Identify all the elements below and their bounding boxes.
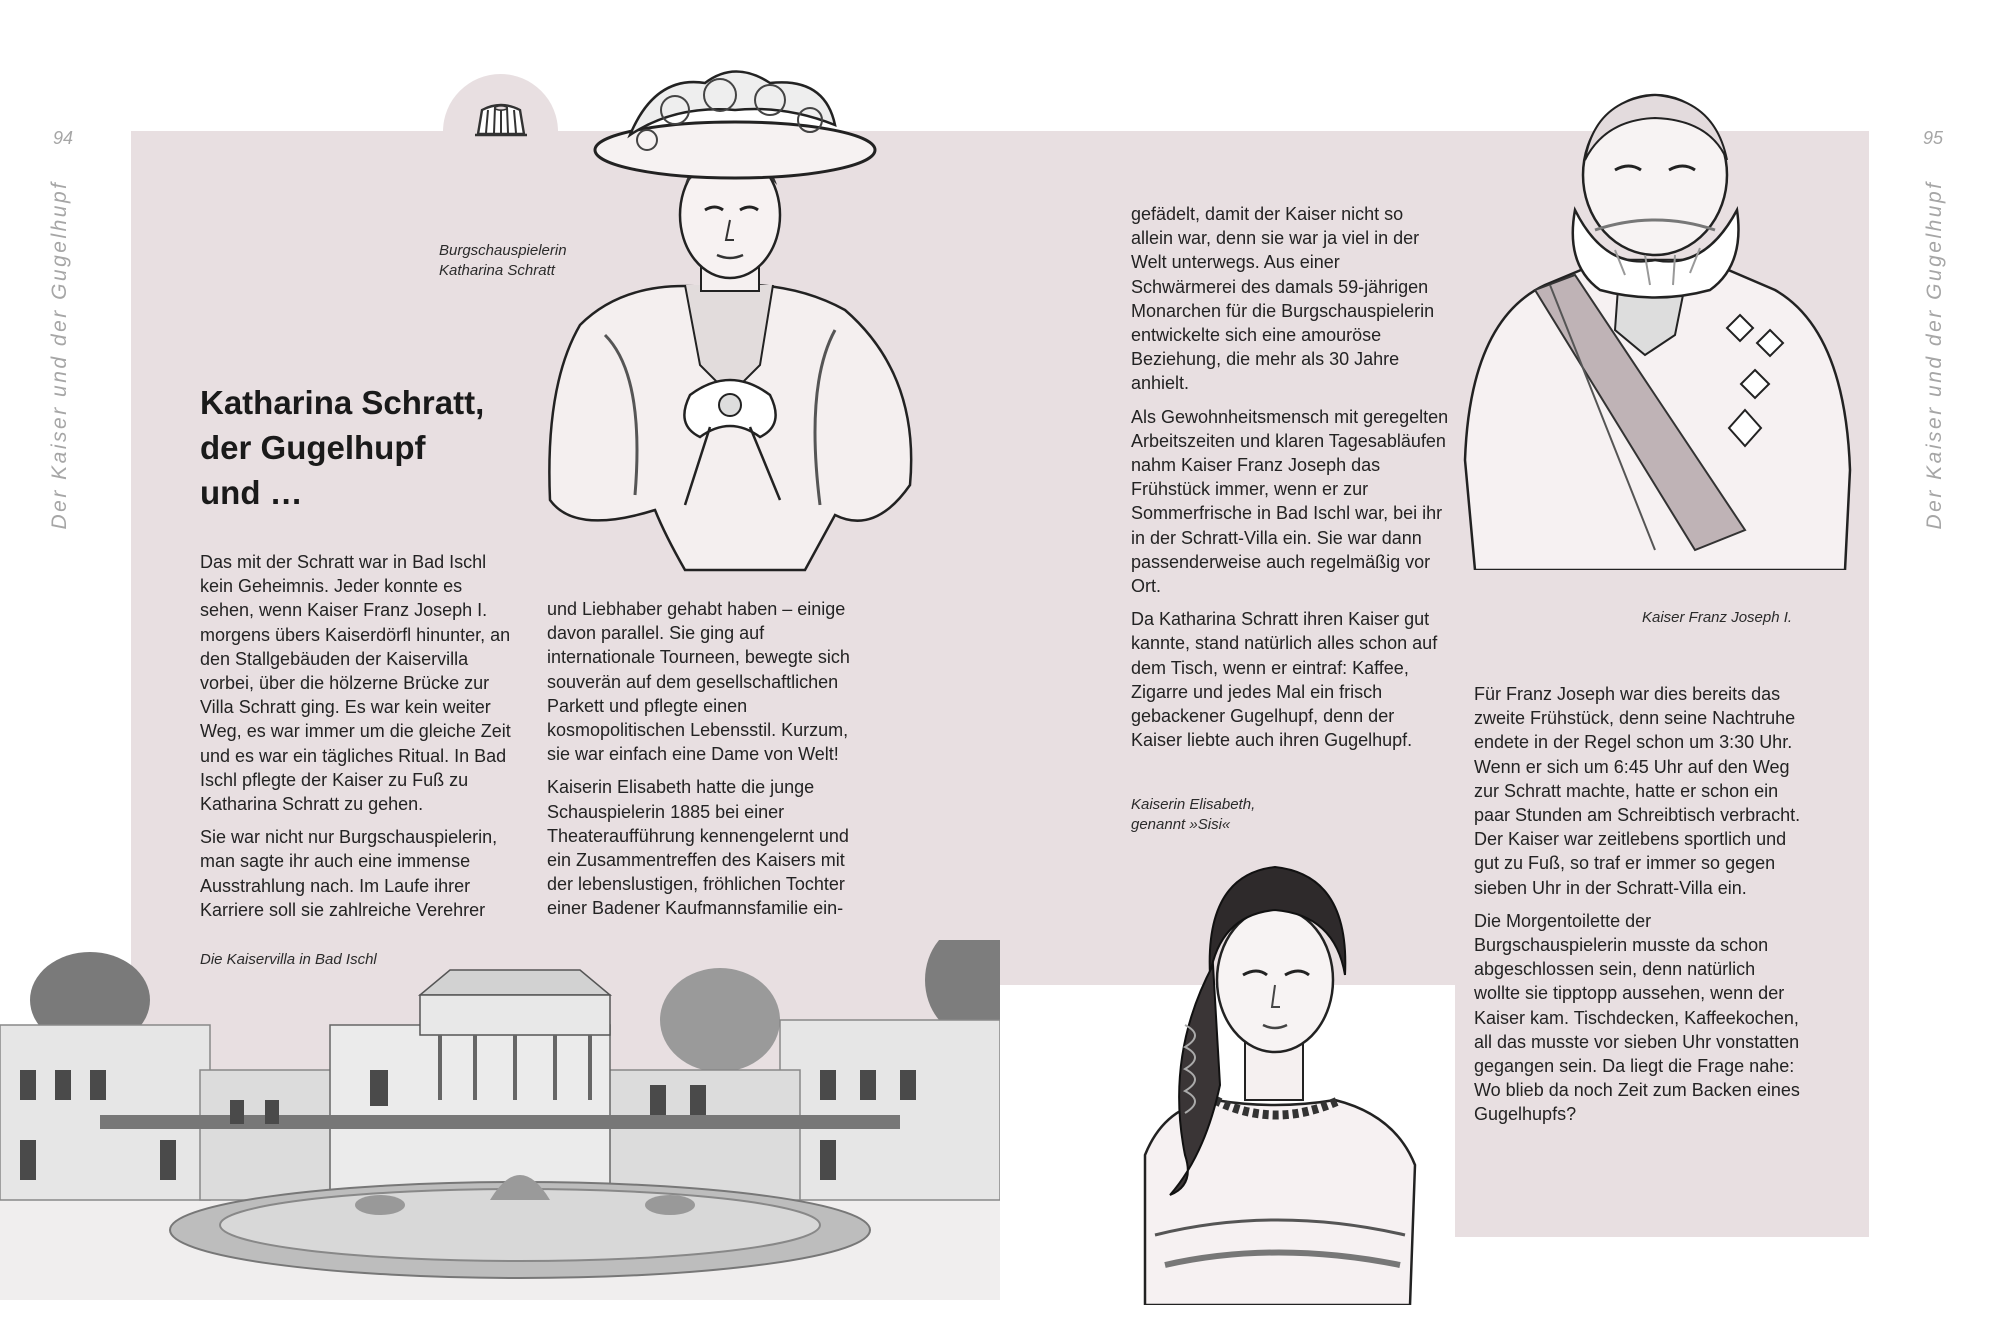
heading-line-1: Katharina Schratt, [200,384,485,421]
paragraph: Die Morgentoilette der Burgschauspielerin musste da schon abgeschlossen sein, denn natürlich wollte sie tipptopp aussehen, wenn der Kaiser kam. Tischdecken, Kaffeekochen, all das musste vor sieben Uhr vonstatten gegangen sein. Da liegt die Frage nahe: Wo blieb da noch Zeit zum Backen eines Gugelhupfs? [1474,910,1800,1125]
caption-villa: Die Kaiservilla in Bad Ischl [200,951,377,968]
running-title-left: Der Kaiser und der Gugelhupf [48,180,71,530]
caption-schratt-line-1: Burgschauspielerin [439,242,567,259]
text-column-4 [1474,682,1804,1136]
kaiservilla-photo [0,940,1000,1300]
heading-line-2: der Gugelhupf [200,429,426,466]
paragraph: Als Gewohnheitsmensch mit geregelten Arbeitszeiten und klaren Tagesabläufen nahm Kaiser Franz Joseph das Frühstück immer, wenn er zur Sommerfrische in Bad Ischl war, bei ihr in der Schratt-Villa ein. Sie war dann passenderweise auch regelmäßig vor Ort. [1131,406,1449,597]
caption-sisi [1131,795,1255,835]
article-heading [200,380,530,515]
text-column-3 [1131,202,1449,761]
kaiserin-elisabeth-portrait [1125,855,1425,1305]
caption-sisi-line-2: genannt »Sisi« [1131,816,1231,833]
katharina-schratt-portrait [535,65,925,575]
paragraph: Sie war nicht nur Burgschauspielerin, man sagte ihr auch eine immense Ausstrahlung nach. Im Laufe ihrer Karriere soll sie zahlreiche Verehrer [200,827,498,920]
paragraph: Kaiserin Elisabeth hatte die junge Schauspielerin 1885 bei einer Theateraufführung kennengelernt und ein Zusammentreffen des Kaisers mit der lebenslustigen, fröhlichen Tochter einer Badener Kaufmannsfamilie ein- [547,777,849,919]
kaiser-franz-joseph-portrait [1455,90,1855,570]
running-title-right: Der Kaiser und der Gugelhupf [1923,180,1946,530]
gugelhupf-cake-icon [472,98,530,140]
paragraph: Für Franz Joseph war dies bereits das zweite Frühstück, denn seine Nachtruhe endete in der Regel schon um 3:30 Uhr. Wenn er sich um 6:45 Uhr auf den Weg zur Schratt machte, hatte er schon ein paar Stunden am Schreibtisch verbracht. Der Kaiser war zeitlebens sportlich und gut zu Fuß, so traf er immer so gegen sieben Uhr in der Schratt-Villa ein. [1474,684,1801,898]
paragraph: Da Katharina Schratt ihren Kaiser gut kannte, stand natürlich alles schon auf dem Tisch, wenn er eintraf: Kaffee, Zigarre und jedes Mal ein frisch gebackener Gugelhupf, denn der Kaiser liebte auch ihren Gugelhupf. [1131,609,1438,751]
caption-schratt-line-2: Katharina Schratt [439,262,555,279]
text-column-2 [547,597,872,930]
page-number-left: 94 [53,128,74,148]
paragraph: gefädelt, damit der Kaiser nicht so allein war, denn sie war ja viel in der Welt unterwegs. Aus einer Schwärmerei des damals 59-jährigen Monarchen für die Burgschauspielerin entwickelte sich eine amouröse Beziehung, die mehr als 30 Jahre anhielt. [1131,204,1435,394]
caption-schratt [439,241,567,281]
caption-kaiser: Kaiser Franz Joseph I. [1642,609,1793,626]
page-number-right: 95 [1923,128,1944,148]
paragraph: Das mit der Schratt war in Bad Ischl kein Geheimnis. Jeder konnte es sehen, wenn Kaiser Franz Joseph I. morgens übers Kaiserdörfl hinunter, an den Stallgebäuden der Kaiservilla vorbei, über die hölzerne Brücke zur Villa Schratt ging. Es war kein weiter Weg, es war immer um die gleiche Zeit und es war ein tägliches Ritual. In Bad Ischl pflegte der Kaiser zu Fuß zu Katharina Schratt zu gehen. [200,552,511,815]
text-column-1 [200,550,512,931]
heading-line-3: und … [200,474,303,511]
caption-sisi-line-1: Kaiserin Elisabeth, [1131,796,1256,813]
paragraph: und Liebhaber gehabt haben – einige davon parallel. Sie ging auf internationale Tourneen, bewegte sich souverän auf dem gesellschaftlichen Parkett und pflegte einen kosmopolitischen Lebensstil. Kurzum, sie war einfach eine Dame von Welt! [547,599,850,765]
